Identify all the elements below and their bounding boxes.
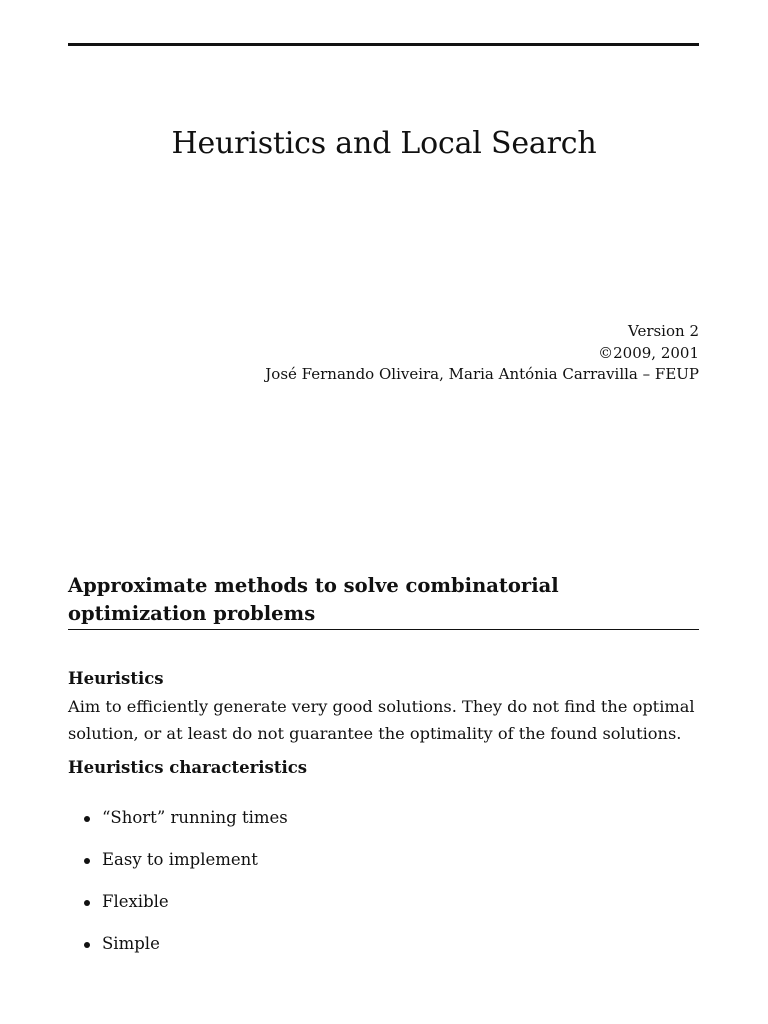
list-item-text: Easy to implement (102, 850, 258, 869)
list-item-text: “Short” running times (102, 808, 288, 827)
bullet-icon (84, 816, 90, 822)
bullet-icon (84, 858, 90, 864)
section-heading-line-1: Approximate methods to solve combinatorial (68, 574, 559, 597)
heuristics-paragraph-line-1: Aim to efficiently generate very good solutions. They do not find the optimal (68, 697, 695, 716)
section-heading (68, 572, 699, 628)
heuristics-paragraph-line-2: solution, or at least do not guarantee the optimality of the found solutions. (68, 724, 682, 743)
section-heading-line-2: optimization problems (68, 602, 316, 625)
section-rule (68, 629, 699, 630)
version-text: Version 2 (627, 322, 699, 340)
copyright-text: ©2009, 2001 (598, 343, 699, 362)
list-item-text: Flexible (102, 892, 169, 911)
characteristics-heading: Heuristics characteristics (68, 758, 308, 777)
top-rule (68, 43, 699, 46)
bullet-icon (84, 900, 90, 906)
authors-text: José Fernando Oliveira, Maria Antónia Carravilla – FEUP (265, 365, 699, 383)
document-title: Heuristics and Local Search (171, 126, 597, 161)
heuristics-paragraph (68, 693, 708, 747)
heuristics-heading: Heuristics (68, 669, 164, 688)
list-item-text: Simple (102, 934, 160, 953)
bullet-icon (84, 942, 90, 948)
document-meta (265, 321, 699, 386)
